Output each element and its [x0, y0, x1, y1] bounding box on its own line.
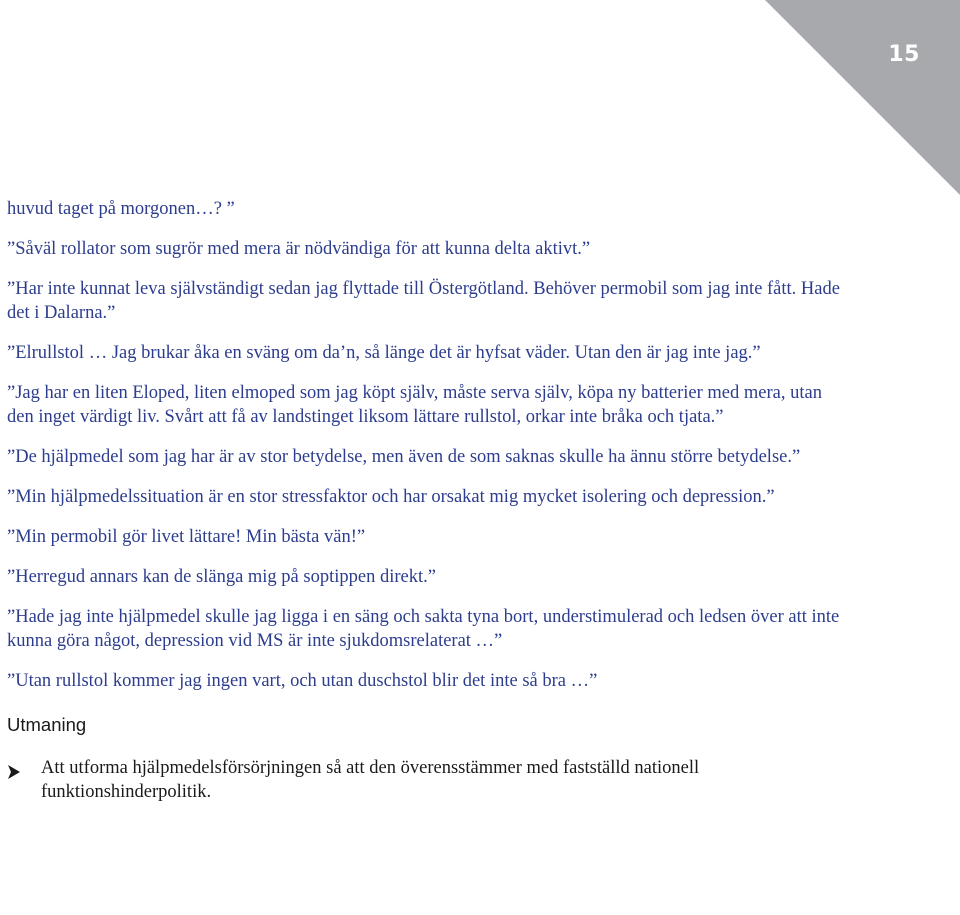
quote-paragraph: ”Såväl rollator som sugrör med mera är nödvändiga för att kunna delta aktivt.”: [7, 239, 591, 259]
section-heading: Utmaning: [7, 714, 87, 735]
arrowhead-bullet-icon: [7, 756, 41, 786]
quote-paragraph: huvud taget på morgonen…? ”: [7, 199, 235, 219]
quote-paragraph: ”Elrullstol … Jag brukar åka en sväng om da’n, så länge det är hyfsat väder. Utan den är jag inte jag.”: [7, 343, 761, 363]
quote-paragraph: ”Min hjälpmedelssituation är en stor stressfaktor och har orsakat mig mycket isolering och depression.”: [7, 487, 775, 507]
corner-triangle: [765, 0, 960, 195]
quote-paragraph: ”De hjälpmedel som jag har är av stor betydelse, men även de som saknas skulle ha ännu större betydelse.”: [7, 447, 801, 467]
quote-paragraph: ”Hade jag inte hjälpmedel skulle jag ligga i en säng och sakta tyna bort, understimulerad och ledsen över att inte kunna göra något, depression vid MS är inte sjukdomsrelaterat …”: [7, 607, 840, 651]
bullet-item: [7, 756, 847, 804]
quote-paragraph: ”Utan rullstol kommer jag ingen vart, och utan duschstol blir det inte så bra …”: [7, 671, 598, 691]
quote-paragraph: ”Har inte kunnat leva självständigt sedan jag flyttade till Östergötland. Behöver permobil som jag inte fått. Hade det i Dalarna.”: [7, 279, 840, 323]
quote-paragraph: ”Herregud annars kan de slänga mig på soptippen direkt.”: [7, 567, 436, 587]
quote-paragraph: ”Jag har en liten Eloped, liten elmoped som jag köpt själv, måste serva själv, köpa ny batterier med mera, utan den inget värdigt liv. Svårt att få av landstinget liksom lättare rullstol, orkar inte bråka och tjata.”: [7, 383, 822, 427]
page-content: [7, 197, 847, 804]
page-number: 15: [888, 42, 920, 67]
bullet-text: Att utforma hjälpmedelsförsörjningen så att den överensstämmer med fastställd nationell funktionshinderpolitik.: [41, 758, 700, 802]
quote-paragraph: ”Min permobil gör livet lättare! Min bästa vän!”: [7, 527, 366, 547]
page-corner-tab: [765, 0, 960, 195]
